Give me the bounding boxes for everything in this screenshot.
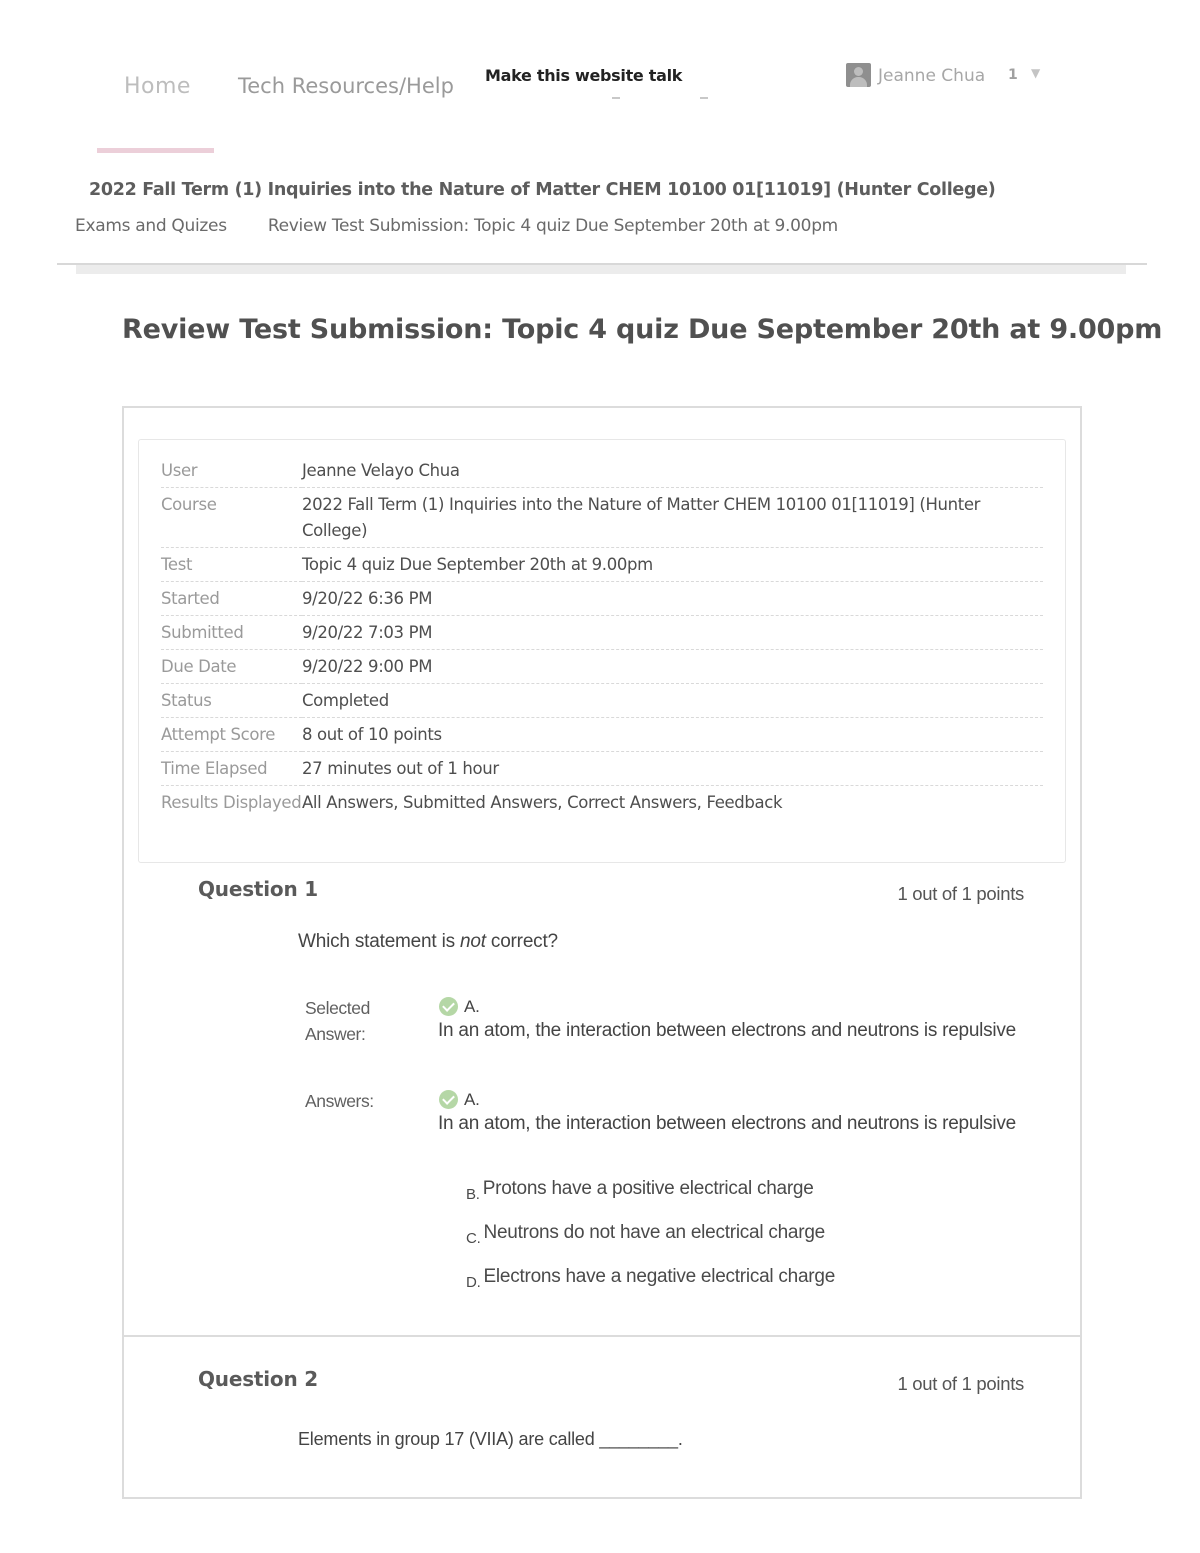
details-value: Completed	[302, 684, 1043, 718]
details-row-status	[161, 684, 1043, 718]
check-circle-icon	[439, 1090, 458, 1109]
question-1	[124, 873, 1080, 1333]
details-label: Results Displayed	[161, 793, 302, 812]
question-text	[298, 931, 558, 953]
details-row-course	[161, 488, 1043, 548]
review-content-panel	[122, 406, 1082, 1499]
question-title: Question 1	[198, 877, 318, 901]
answer-letter: A.	[464, 997, 480, 1016]
question-text-emphasis: not	[459, 931, 486, 952]
nav-tech-resources-tab[interactable]: Tech Resources/Help	[238, 74, 454, 98]
selected-answer-text: In an atom, the interaction between electrons and neutrons is repulsive	[438, 1020, 1016, 1041]
details-value: 9/20/22 9:00 PM	[302, 650, 1043, 684]
answer-letter: C.	[466, 1230, 481, 1247]
check-circle-icon	[439, 997, 458, 1016]
details-value: All Answers, Submitted Answers, Correct Answers, Feedback	[302, 793, 783, 812]
answer-letter: B.	[466, 1186, 480, 1203]
loading-dots	[612, 97, 712, 100]
breadcrumb	[75, 216, 838, 236]
details-label: Time Elapsed	[161, 752, 302, 786]
course-title: 2022 Fall Term (1) Inquiries into the Nature of Matter CHEM 10100 01[11019] (Hunter College)	[89, 180, 996, 200]
details-row-results-displayed	[161, 786, 1043, 820]
submission-details-panel	[138, 439, 1066, 863]
page-title: Review Test Submission: Topic 4 quiz Due September 20th at 9.00pm	[122, 314, 1163, 345]
question-2	[124, 1335, 1080, 1499]
details-row-time-elapsed	[161, 752, 1043, 786]
answer-option-text: In an atom, the interaction between electrons and neutrons is repulsive	[438, 1113, 1016, 1134]
submission-details-table	[161, 454, 1043, 819]
details-label: Status	[161, 684, 302, 718]
chevron-down-icon[interactable]: ▼	[1031, 66, 1041, 80]
nav-home-tab[interactable]: Home	[124, 74, 191, 99]
details-label: Submitted	[161, 616, 302, 650]
details-label: Due Date	[161, 650, 302, 684]
notification-count-badge[interactable]: 1	[1008, 67, 1018, 83]
details-row-started	[161, 582, 1043, 616]
answer-option-text: Protons have a positive electrical charge	[482, 1178, 814, 1199]
details-label: Attempt Score	[161, 718, 302, 752]
answer-option-b	[466, 1178, 814, 1203]
answer-option-text: Electrons have a negative electrical charge	[483, 1266, 836, 1287]
breadcrumb-exams-and-quizes[interactable]: Exams and Quizes	[75, 216, 227, 236]
question-text-start: Which statement is	[298, 931, 460, 952]
details-row-attempt-score	[161, 718, 1043, 752]
details-row-submitted	[161, 616, 1043, 650]
answer-letter: A.	[464, 1090, 480, 1109]
user-avatar-icon[interactable]	[846, 63, 871, 87]
details-value: 9/20/22 7:03 PM	[302, 616, 1043, 650]
details-label: Test	[161, 548, 302, 582]
answer-option-c	[466, 1222, 825, 1247]
details-row-test	[161, 548, 1043, 582]
answer-option-d	[466, 1266, 836, 1291]
question-text-end: correct?	[485, 931, 558, 952]
make-website-talk-link[interactable]: Make this website talk	[485, 66, 683, 85]
top-navigation	[0, 0, 1200, 160]
details-label: Course	[161, 488, 302, 548]
question-title: Question 2	[198, 1367, 318, 1391]
active-tab-indicator	[97, 148, 214, 153]
details-value: Jeanne Velayo Chua	[302, 454, 1043, 488]
answer-letter: D.	[466, 1274, 481, 1291]
details-row-due-date	[161, 650, 1043, 684]
details-value: 2022 Fall Term (1) Inquiries into the Nature of Matter CHEM 10100 01[11019] (Hunter College)	[302, 488, 1043, 548]
details-label: User	[161, 454, 302, 488]
details-value: 9/20/22 6:36 PM	[302, 582, 1043, 616]
selected-answer-label: Selected Answer:	[305, 998, 370, 1044]
breadcrumb-current-page: Review Test Submission: Topic 4 quiz Due September 20th at 9.00pm	[267, 216, 838, 236]
question-points: 1 out of 1 points	[897, 1373, 1024, 1394]
details-label: Started	[161, 582, 302, 616]
answer-option-a	[438, 1088, 1038, 1136]
details-value: 27 minutes out of 1 hour	[302, 752, 1043, 786]
selected-answer	[438, 995, 1038, 1043]
answer-option-text: Neutrons do not have an electrical charge	[483, 1222, 825, 1243]
details-row-user	[161, 454, 1043, 488]
user-name-link[interactable]: Jeanne Chua	[878, 66, 986, 86]
details-value: Topic 4 quiz Due September 20th at 9.00pm	[302, 548, 1043, 582]
question-text: Elements in group 17 (VIIA) are called ________.	[298, 1429, 683, 1449]
header-divider-band	[76, 265, 1126, 274]
question-points: 1 out of 1 points	[897, 883, 1024, 904]
answers-label: Answers:	[305, 1091, 374, 1111]
details-value: 8 out of 10 points	[302, 718, 1043, 752]
